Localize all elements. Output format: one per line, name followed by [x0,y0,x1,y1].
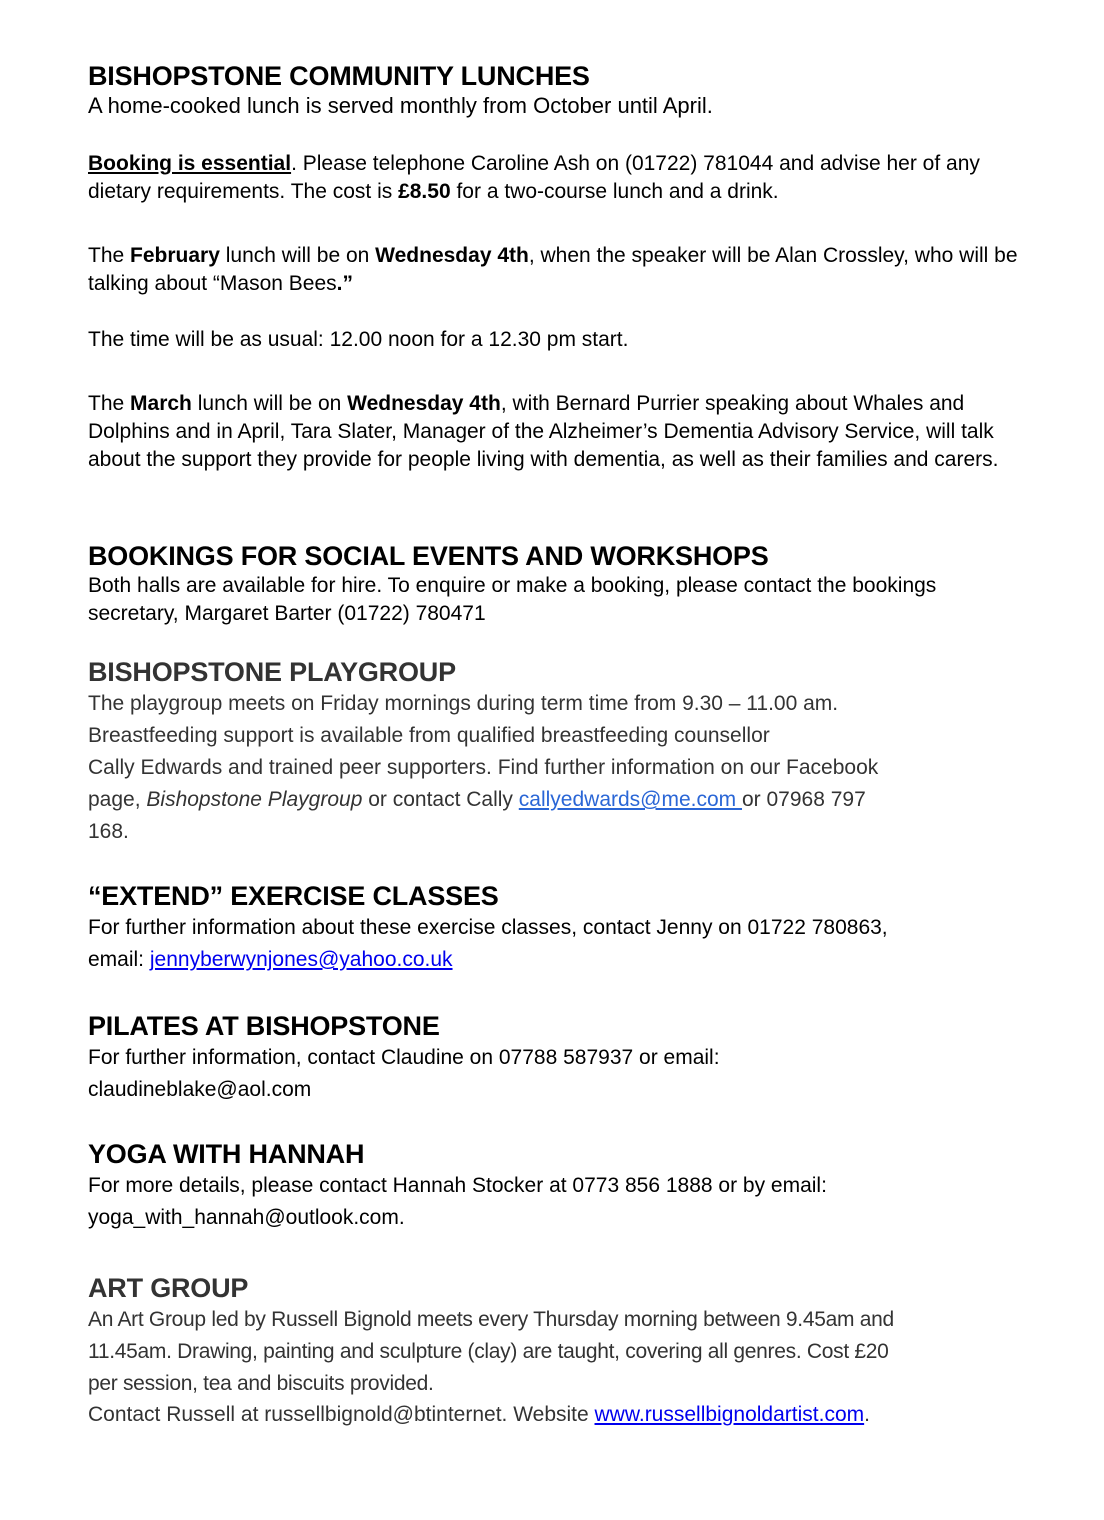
section-heading: “EXTEND” EXERCISE CLASSES [88,881,499,911]
extend-email-link[interactable]: jennyberwynjones@yahoo.co.uk [149,948,453,971]
booking-text-end: for a two-course lunch and a drink. [450,180,779,203]
march-text: lunch will be on [191,392,348,415]
section-art-group [88,1272,1028,1430]
bookings-text: Both halls are available for hire. To enquire or make a booking, please contact the bookings secretary, Margaret Barter (01722) 780471 [88,574,937,625]
art-contact: Contact Russell at russellbignold@btinternet. Website [88,1403,595,1426]
lunches-intro: A home-cooked lunch is served monthly from October until April. [88,93,713,118]
feb-month: February [130,244,220,267]
playgroup-text: Breastfeeding support is available from qualified breastfeeding counsellor [88,724,770,747]
playgroup-text: The playgroup meets on Friday mornings during term time from 9.30 – 11.00 am. [88,692,839,715]
section-heading: BOOKINGS FOR SOCIAL EVENTS AND WORKSHOPS [88,541,769,571]
feb-text: lunch will be on [219,244,376,267]
section-heading: BISHOPSTONE PLAYGROUP [88,657,456,687]
playgroup-text: 168. [88,820,129,843]
booking-essential: Booking is essential [88,152,292,175]
section-pilates [88,1010,1028,1106]
section-bookings [88,540,1028,628]
march-day: Wednesday 4th [347,392,501,415]
march-text: The [88,392,131,415]
lunch-cost: £8.50 [398,180,451,203]
lunches-booking [88,150,1028,206]
section-heading: PILATES AT BISHOPSTONE [88,1011,440,1041]
art-end: . [864,1403,870,1426]
playgroup-text: page, [88,788,147,811]
yoga-text: For more details, please contact Hannah Stocker at 0773 856 1888 or by email: [88,1174,827,1197]
march-text: , with Bernard Purrier speaking about Whales and Dolphins and in April, Tara Slater, Manager of the Alzheimer’s Dementia Advisory Service, will talk about the support they provide for people living with dementia, as well as their families and carers. [88,392,999,471]
feb-day: Wednesday 4th [375,244,529,267]
pilates-text: For further information, contact Claudine on 07788 587937 or email: [88,1046,720,1069]
section-community-lunches [88,60,1028,120]
art-text: 11.45am. Drawing, painting and sculpture (clay) are taught, covering all genres. Cost £20 [88,1340,889,1363]
section-playgroup [88,656,1028,848]
pilates-email: claudineblake@aol.com [88,1078,312,1101]
art-website-link[interactable]: www.russellbignoldartist.com [594,1403,865,1426]
lunch-time-text: The time will be as usual: 12.00 noon for a 12.30 pm start. [88,328,629,351]
email-label: email: [88,948,150,971]
lunches-time [88,326,1028,354]
section-heading: ART GROUP [88,1273,249,1303]
playgroup-text: or 07968 797 [742,788,866,811]
feb-end: .” [336,272,353,295]
section-heading: BISHOPSTONE COMMUNITY LUNCHES [88,61,590,91]
section-yoga [88,1138,1028,1234]
section-extend-exercise [88,880,1028,976]
booking-text: . Please telephone Caroline Ash on (01722) 781044 and advise her of any dietary requirements. The cost is [88,152,980,203]
lunches-march [88,390,1028,474]
art-text: An Art Group led by Russell Bignold meets every Thursday morning between 9.45am and [88,1308,894,1331]
playgroup-text: or contact Cally [362,788,519,811]
feb-text: , when the speaker will be Alan Crossley, who will be talking about “Mason Bees [88,244,1018,295]
facebook-page-name: Bishopstone Playgroup [146,788,363,811]
yoga-email: yoga_with_hannah@outlook.com. [88,1206,405,1229]
march-month: March [130,392,192,415]
extend-text: For further information about these exercise classes, contact Jenny on 01722 780863, [88,916,888,939]
lunches-february [88,242,1028,298]
playgroup-text: Cally Edwards and trained peer supporters. Find further information on our Facebook [88,756,879,779]
playgroup-email-link[interactable]: callyedwards@me.com [518,788,742,811]
art-text: per session, tea and biscuits provided. [88,1372,434,1395]
feb-text: The [88,244,131,267]
section-heading: YOGA WITH HANNAH [88,1139,365,1169]
